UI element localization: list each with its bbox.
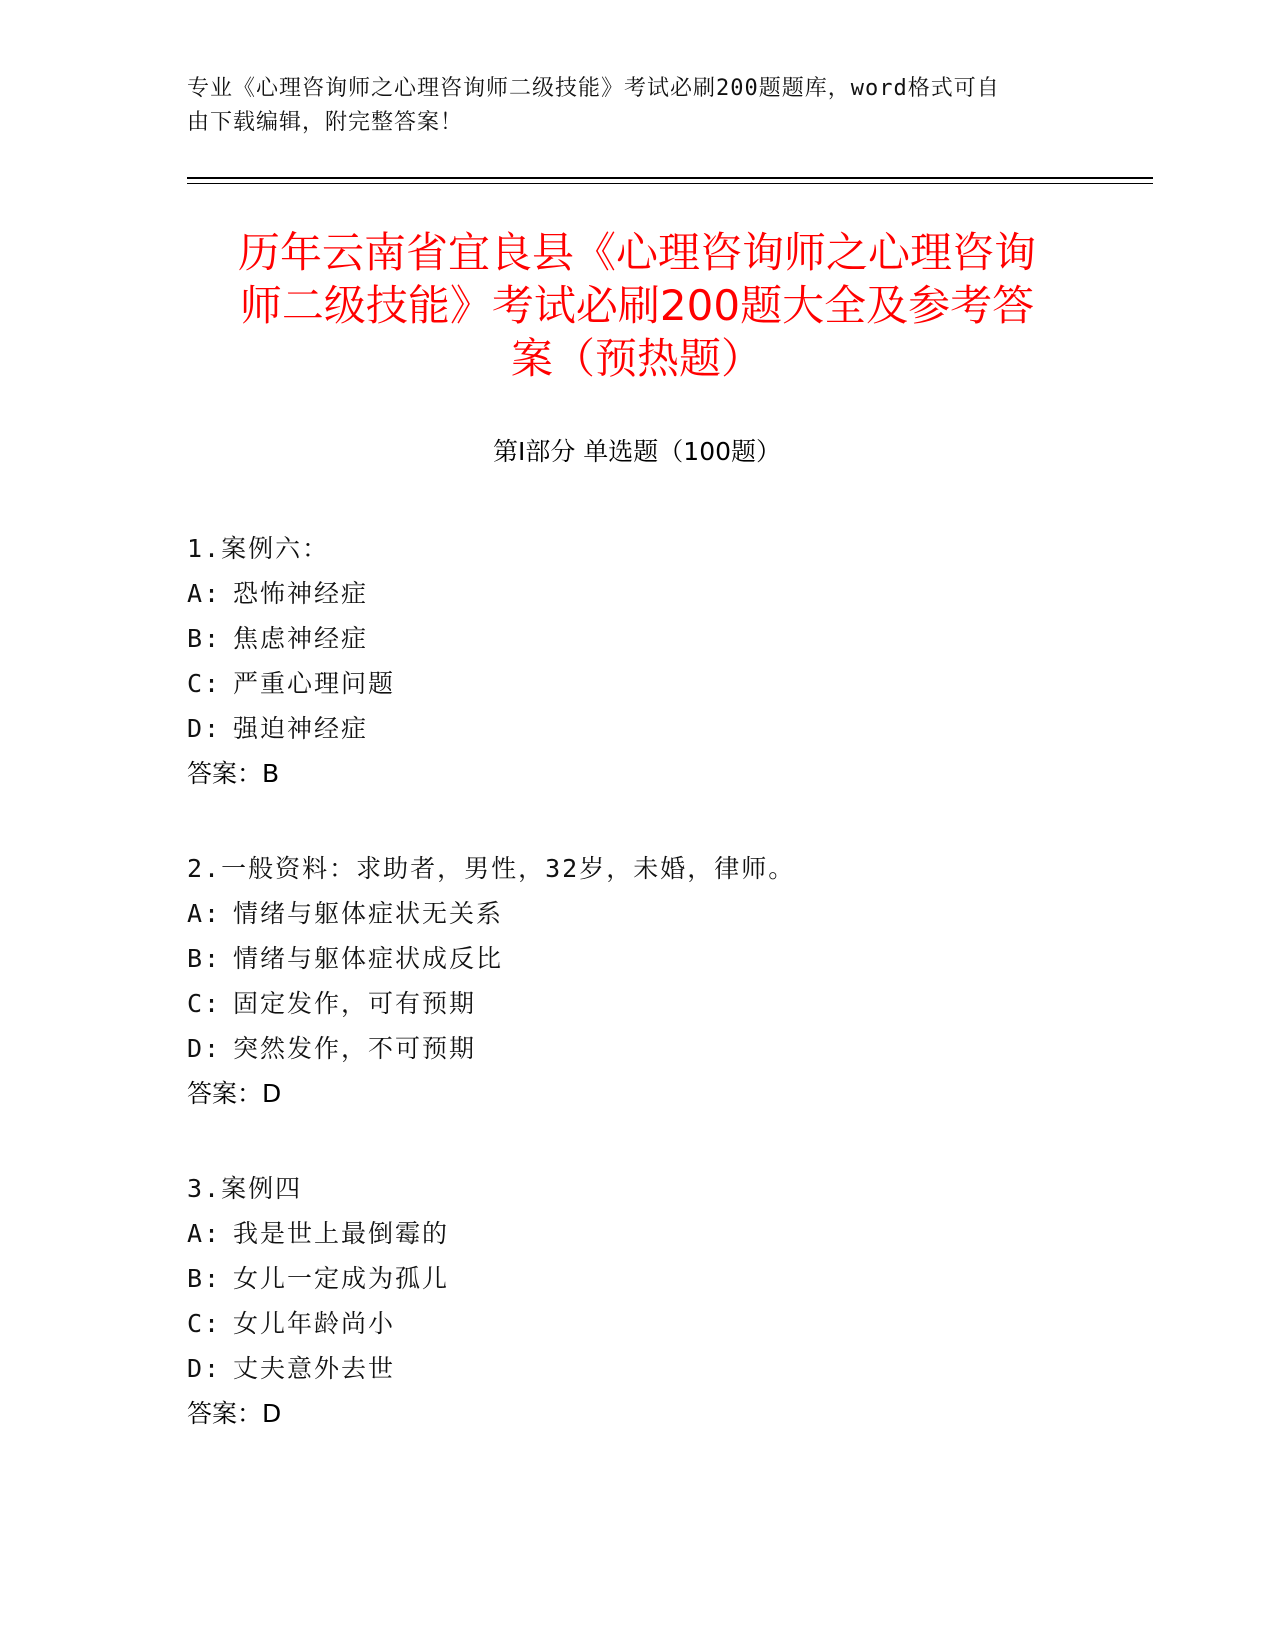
option-text: 强迫神经症 bbox=[233, 714, 369, 743]
option-text: 严重心理问题 bbox=[233, 669, 396, 698]
option-prefix: A: bbox=[187, 579, 222, 608]
question-stem: 2.一般资料：求助者，男性，32岁，未婚，律师。 bbox=[187, 854, 796, 883]
option-b bbox=[187, 1256, 1087, 1301]
option-text: 女儿一定成为孤儿 bbox=[233, 1264, 450, 1293]
option-d bbox=[187, 706, 1087, 751]
option-text: 丈夫意外去世 bbox=[233, 1354, 396, 1383]
option-c bbox=[187, 661, 1087, 706]
option-prefix: B: bbox=[187, 944, 222, 973]
question-2 bbox=[187, 846, 1087, 1116]
answer-line: 答案：D bbox=[187, 1399, 282, 1428]
option-prefix: B: bbox=[187, 1264, 222, 1293]
option-text: 我是世上最倒霉的 bbox=[233, 1219, 450, 1248]
option-a bbox=[187, 1211, 1087, 1256]
option-b bbox=[187, 936, 1087, 981]
header-divider-thick bbox=[187, 177, 1153, 179]
option-d bbox=[187, 1026, 1087, 1071]
option-text: 焦虑神经症 bbox=[233, 624, 369, 653]
option-prefix: A: bbox=[187, 1219, 222, 1248]
question-stem: 1.案例六： bbox=[187, 534, 330, 563]
option-text: 情绪与躯体症状无关系 bbox=[233, 899, 504, 928]
option-b bbox=[187, 616, 1087, 661]
question-3 bbox=[187, 1166, 1087, 1436]
question-1 bbox=[187, 526, 1087, 796]
answer-line: 答案：D bbox=[187, 1079, 282, 1108]
option-text: 女儿年龄尚小 bbox=[233, 1309, 396, 1338]
option-prefix: D: bbox=[187, 1354, 222, 1383]
header-note-line-2: 由下载编辑，附完整答案！ bbox=[187, 110, 464, 135]
option-a bbox=[187, 891, 1087, 936]
option-text: 恐怖神经症 bbox=[233, 579, 369, 608]
header-divider-thin bbox=[187, 183, 1153, 184]
option-prefix: C: bbox=[187, 989, 222, 1018]
option-c bbox=[187, 981, 1087, 1026]
option-d bbox=[187, 1346, 1087, 1391]
option-prefix: C: bbox=[187, 669, 222, 698]
option-prefix: A: bbox=[187, 899, 222, 928]
question-list bbox=[187, 526, 1087, 1486]
option-prefix: D: bbox=[187, 714, 222, 743]
option-text: 情绪与躯体症状成反比 bbox=[233, 944, 504, 973]
option-text: 固定发作，可有预期 bbox=[233, 989, 477, 1018]
option-a bbox=[187, 571, 1087, 616]
document-title-line-2: 师二级技能》考试必刷200题大全及参考答 bbox=[239, 281, 1035, 330]
document-title-line-3: 案（预热题） bbox=[510, 334, 763, 383]
section-heading: 第I部分 单选题（100题） bbox=[492, 437, 782, 466]
answer-line: 答案：B bbox=[187, 759, 280, 788]
option-prefix: D: bbox=[187, 1034, 222, 1063]
question-stem: 3.案例四 bbox=[187, 1174, 303, 1203]
option-text: 突然发作，不可预期 bbox=[233, 1034, 477, 1063]
document-title bbox=[187, 226, 1087, 385]
option-prefix: C: bbox=[187, 1309, 222, 1338]
option-prefix: B: bbox=[187, 624, 222, 653]
document-title-line-1: 历年云南省宜良县《心理咨询师之心理咨询 bbox=[237, 228, 1036, 277]
option-c bbox=[187, 1301, 1087, 1346]
header-note bbox=[187, 72, 1067, 140]
header-note-line-1: 专业《心理咨询师之心理咨询师二级技能》考试必刷200题题库，word格式可自 bbox=[187, 76, 1000, 101]
